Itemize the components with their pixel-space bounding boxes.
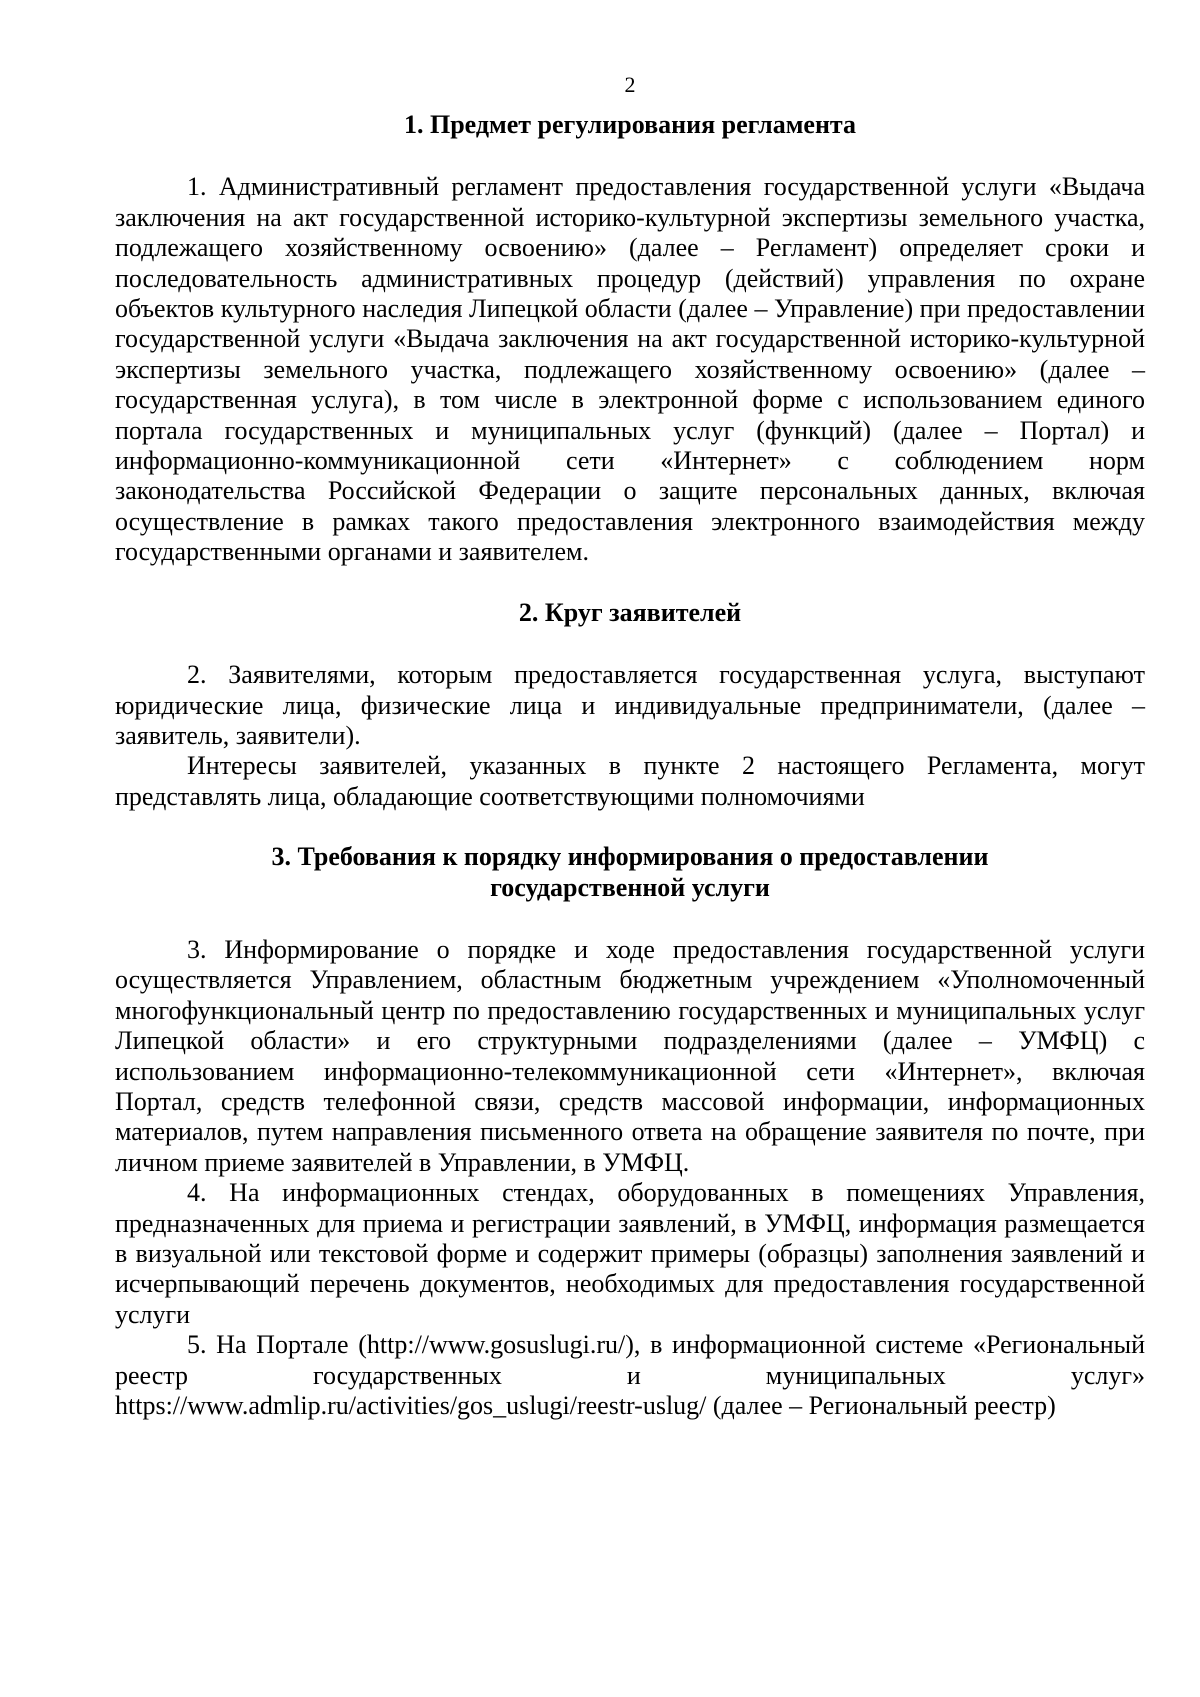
section-heading-line: 3. Требования к порядку информирования о предоставлении [271,842,989,872]
paragraph: 3. Информирование о порядке и ходе предоставления государственной услуги осуществляется Управлением, областным бюджетным учреждением «Уполномоченный многофункциональный центр по предоставлению государственных и муниципальных услуг Липецкой области» и его структурными подразделениями (далее – УМФЦ) с использованием информационно-телекоммуникационной сети «Интернет», включая Портал, средств телефонной связи, средств массовой информации, информационных материалов, путем направления письменного ответа на обращение заявителя по почте, при личном приеме заявителей в Управлении, в УМФЦ. [115,934,1145,1177]
paragraph: 5. На Портале (http://www.gosuslugi.ru/), в информационной системе «Региональный реестр государственных и муниципальных услуг» https://www.admlip.ru/activities/gos_uslugi/reestr-uslug/ (далее – Региональный реестр) [115,1330,1145,1421]
page-number: 2 [624,72,636,97]
section-heading [115,842,1145,903]
document-body [115,110,1145,1421]
section-heading-line: государственной услуги [490,872,770,902]
paragraph: 4. На информационных стендах, оборудованных в помещениях Управления, предназначенных для приема и регистрации заявлений, в УМФЦ, информация размещается в визуальной или текстовой форме и содержит примеры (образцы) заполнения заявлений и исчерпывающий перечень документов, необходимых для предоставления государственной услуги [115,1178,1145,1329]
section-heading: 2. Круг заявителей [518,597,742,627]
paragraph: 2. Заявителями, которым предоставляется государственная услуга, выступают юридические лица, физические лица и индивидуальные предприниматели, (далее – заявитель, заявители). [115,660,1145,750]
paragraph: Интересы заявителей, указанных в пункте 2 настоящего Регламента, могут представлять лица, обладающие соответствующими полномочиями [115,751,1145,811]
paragraph: 1. Административный регламент предоставления государственной услуги «Выдача заключения на акт государственной историко-культурной экспертизы земельного участка, подлежащего хозяйственному освоению» (далее – Регламент) определяет сроки и последовательность административных процедур (действий) управления по охране объектов культурного наследия Липецкой области (далее – Управление) при предоставлении государственной услуги «Выдача заключения на акт государственной историко-культурной экспертизы земельного участка, подлежащего хозяйственному освоению» (далее – государственная услуга), в том числе в электронной форме с использованием единого портала государственных и муниципальных услуг (функций) (далее – Портал) и информационно-коммуникационной сети «Интернет» с соблюдением норм законодательства Российской Федерации о защите персональных данных, включая осуществление в рамках такого предоставления электронного взаимодействия между государственными органами и заявителем. [115,172,1145,567]
section-heading: 1. Предмет регулирования регламента [403,110,857,139]
